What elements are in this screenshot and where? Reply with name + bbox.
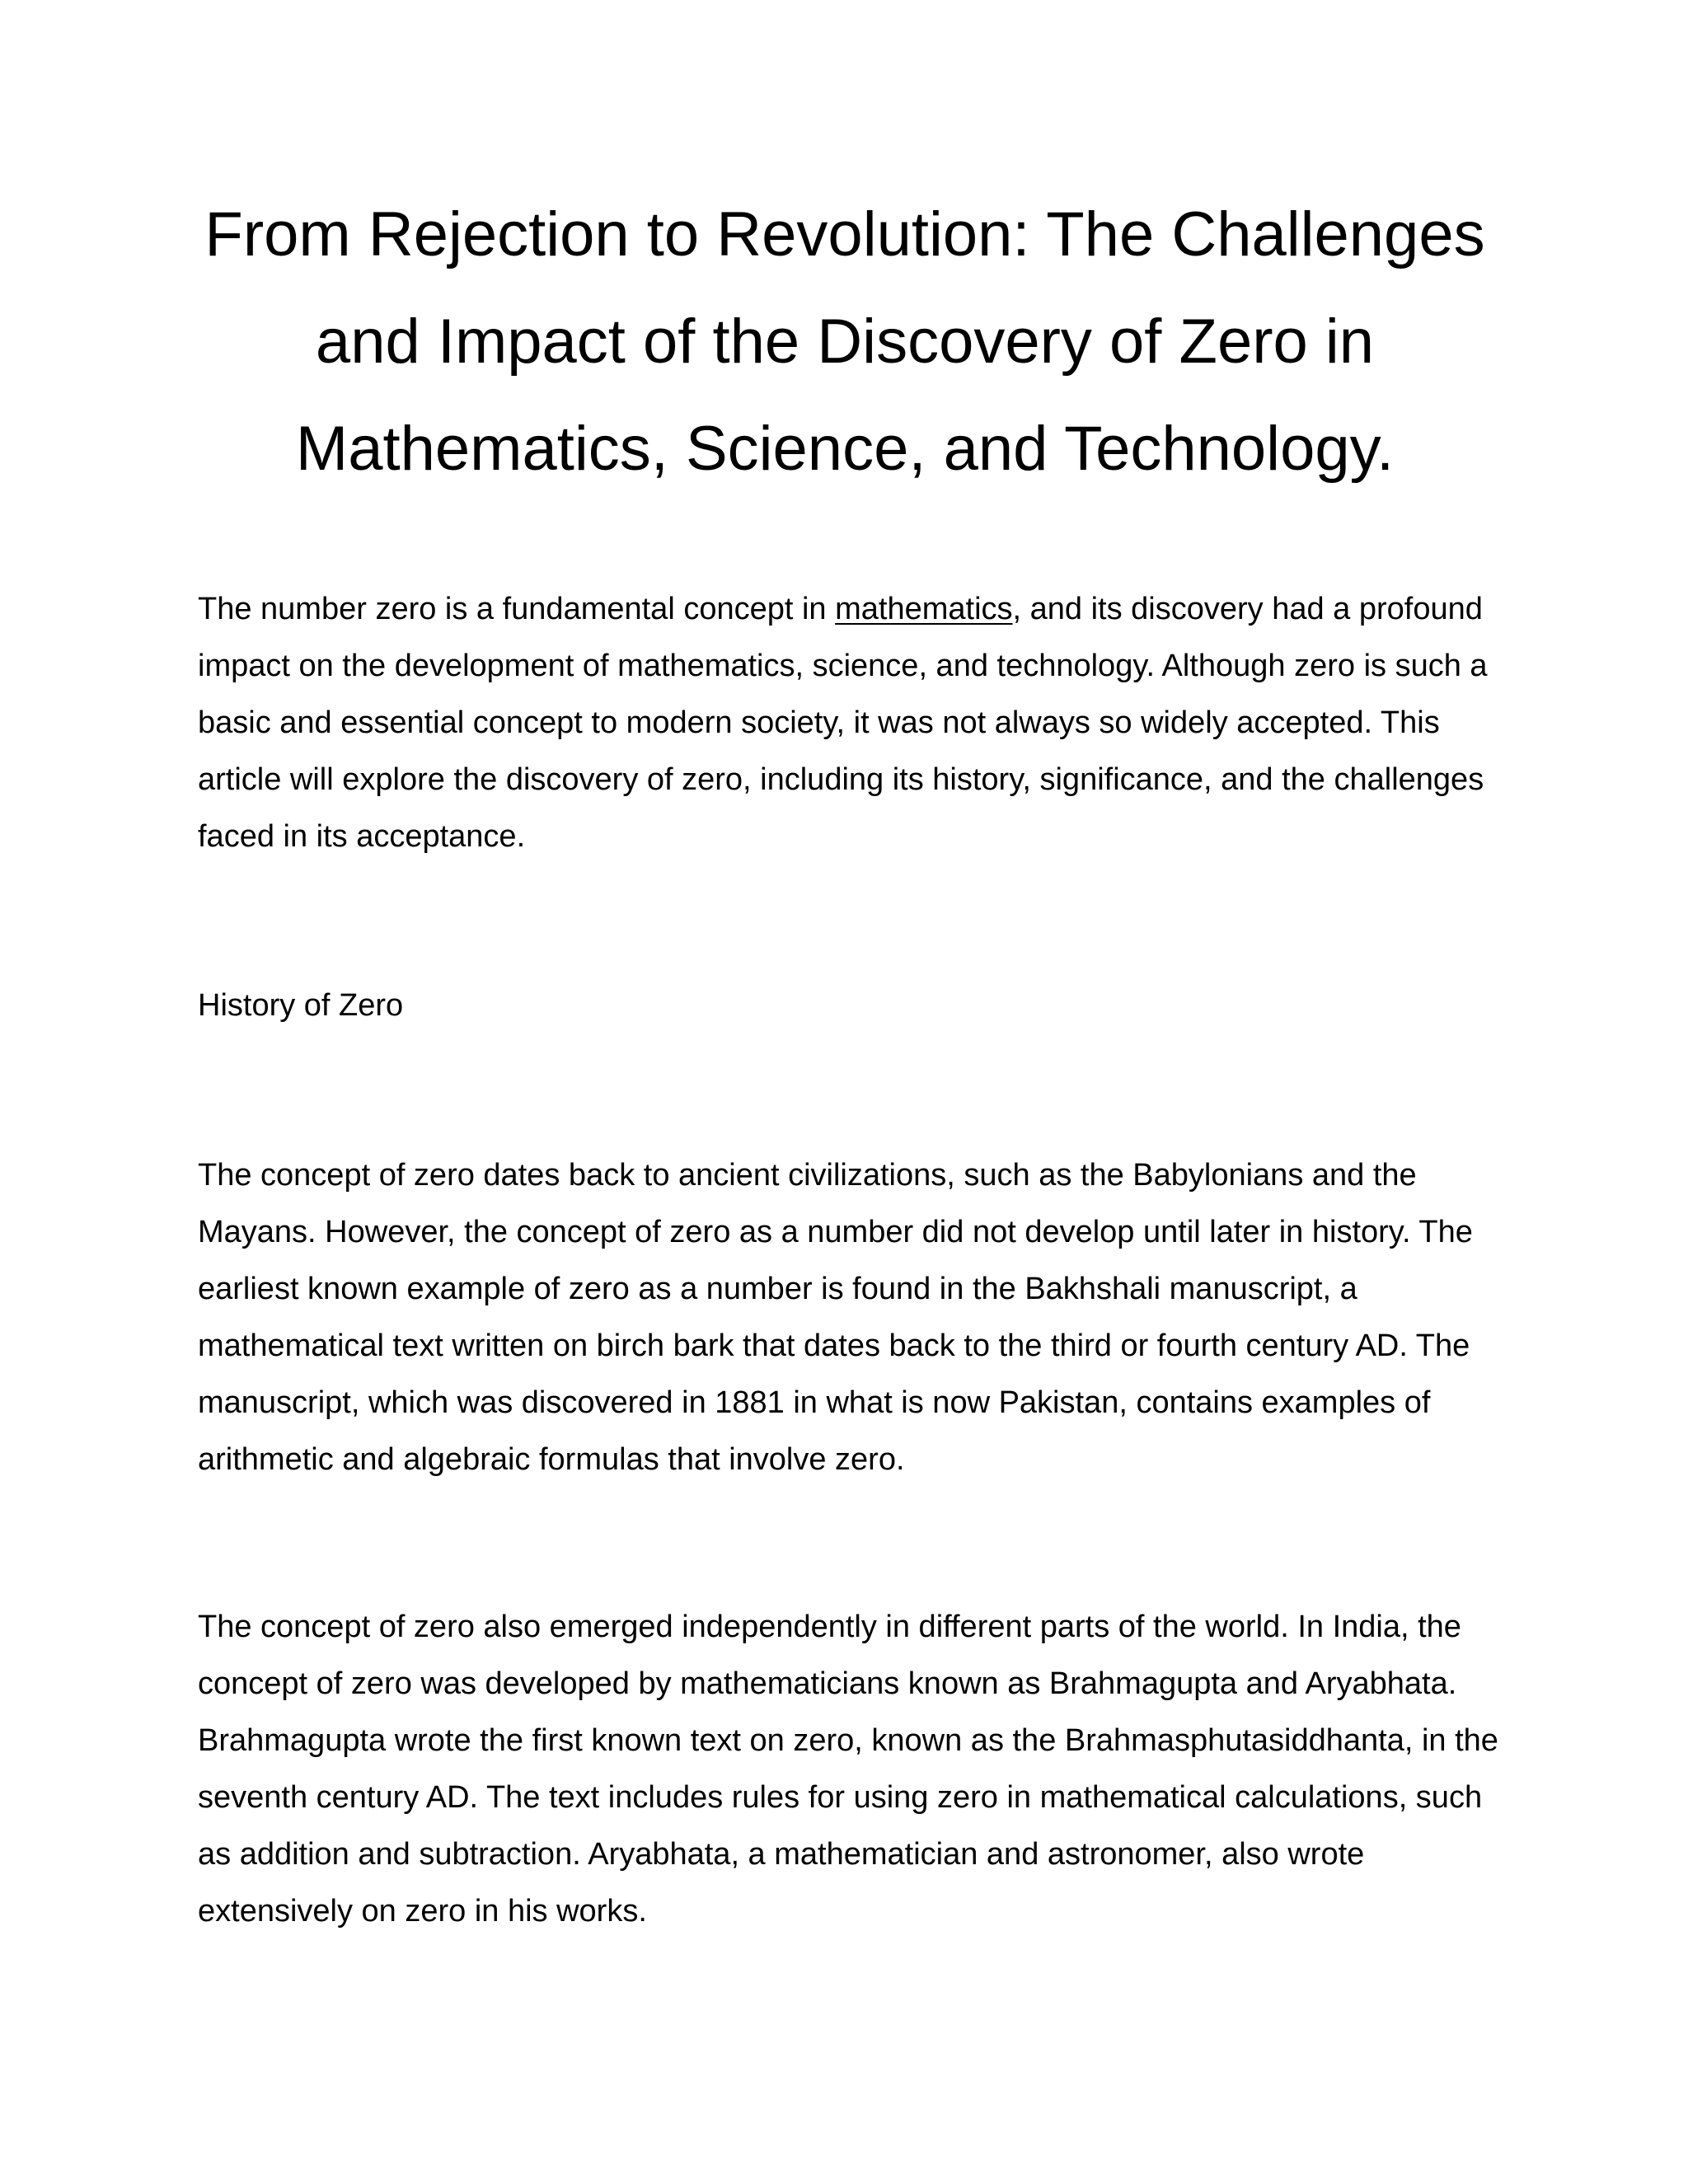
mathematics-link[interactable]: mathematics	[835, 592, 1013, 626]
section-heading-history: History of Zero	[198, 988, 404, 1023]
intro-text-before-link: The number zero is a fundamental concept in	[198, 592, 836, 626]
document-title: From Rejection to Revolution: The Challenges and Impact of the Discovery of Zero in Mathematics, Science, and Technology.	[204, 199, 1485, 484]
intro-paragraph	[198, 581, 1517, 865]
intro-text-after-link: , and its discovery had a profound impact on the development of mathematics, science, and technology. Although zero is such a basic and essential concept to modern society, it was not always so widely accepted. This article will explore the discovery of zero, including its history, significance, and the challenges faced in its acceptance.	[198, 592, 1488, 854]
paragraph-history-origins: The concept of zero dates back to ancient civilizations, such as the Babylonians and the Mayans. However, the concept of zero as a number did not develop until later in history. The earliest known example of zero as a number is found in the Bakhshali manuscript, a mathematical text written on birch bark that dates back to the third or fourth century AD. The manuscript, which was discovered in 1881 in what is now Pakistan, contains examples of arithmetic and algebraic formulas that involve zero.	[198, 1158, 1473, 1477]
paragraph-history-india: The concept of zero also emerged independently in different parts of the world. In India, the concept of zero was developed by mathematicians known as Brahmagupta and Aryabhata. Brahmagupta wrote the first known text on zero, known as the Brahmasphutasiddhanta, in the seventh century AD. The text includes rules for using zero in mathematical calculations, such as addition and subtraction. Aryabhata, a mathematician and astronomer, also wrote extensively on zero in his works.	[198, 1610, 1498, 1929]
